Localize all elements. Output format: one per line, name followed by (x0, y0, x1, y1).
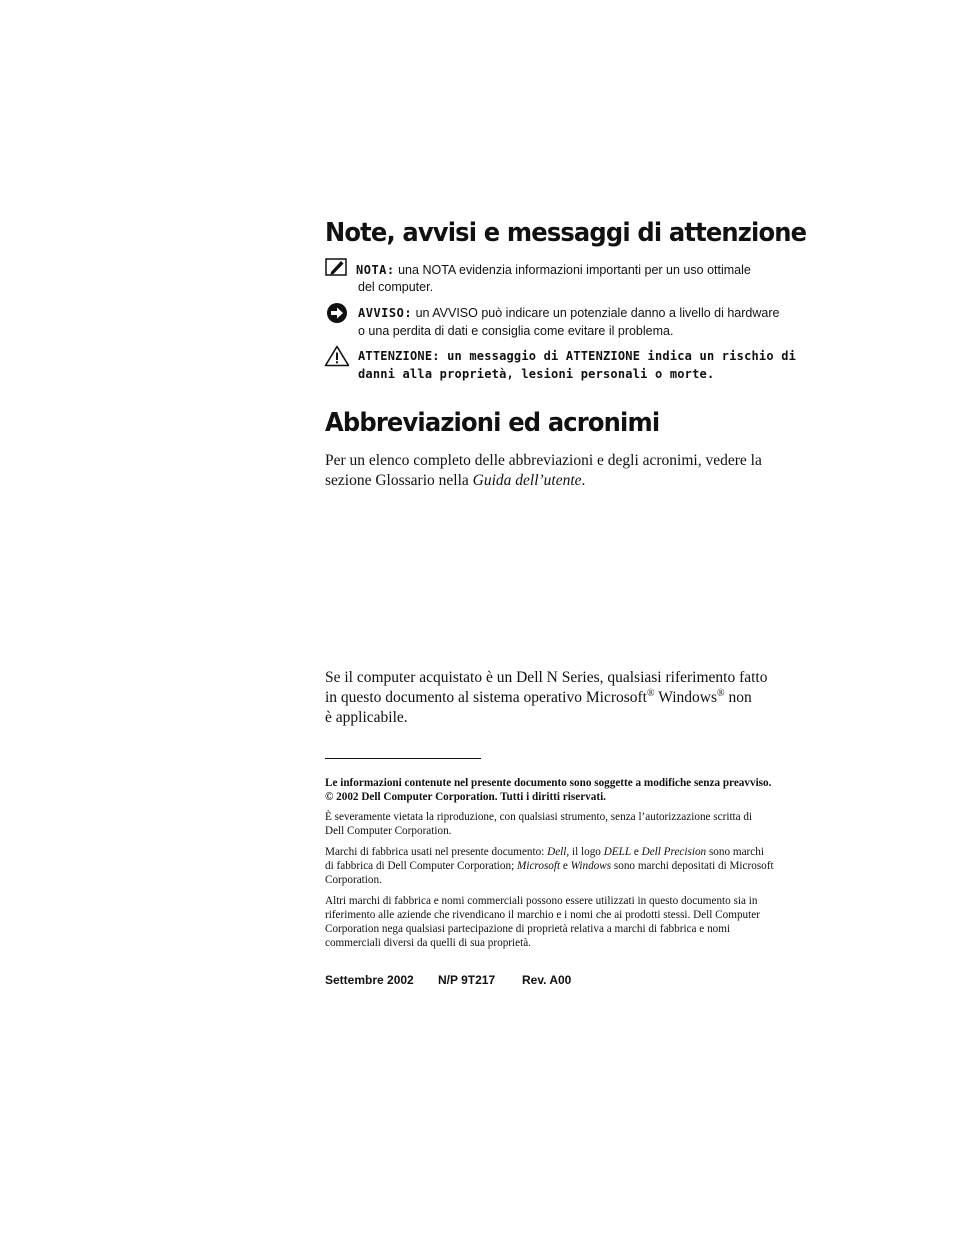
pencil-note-icon (325, 258, 347, 276)
legal-p2-text: sono marchi (706, 846, 764, 858)
legal-p2-line1 (325, 845, 817, 859)
section-title-abbreviations: Abbreviazioni ed acronimi (325, 408, 660, 438)
legal-p2-text: e (560, 860, 571, 872)
warning-text-line2: o una perdita di dati e consiglia come evitare il problema. (358, 324, 674, 338)
trademark-dell-logo: DELL (603, 846, 632, 858)
section-title-notes: Note, avvisi e messaggi di attenzione (325, 218, 807, 248)
trademark-microsoft: Microsoft (517, 860, 561, 872)
legal-p1-line2: Dell Computer Corporation. (325, 825, 452, 837)
legal-p2-text: e (631, 846, 642, 858)
trademark-windows: Windows (570, 860, 612, 872)
legal-notice (325, 776, 817, 804)
caution-text-line1: ATTENZIONE: un messaggio di ATTENZIONE indica un rischio di (358, 349, 797, 363)
abbreviations-line1: Per un elenco completo delle abbreviazioni e degli acronimi, vedere la (325, 452, 762, 469)
arrow-circle-icon (326, 302, 348, 324)
legal-p3-line3: Corporation nega qualsiasi partecipazione di proprietà relativa a marchi di fabbrica e nomi (325, 923, 731, 935)
nseries-line2-end: non (724, 689, 752, 706)
legal-copyright: © 2002 Dell Computer Corporation. Tutti i diritti riservati. (325, 791, 606, 803)
trademark-dell: Dell (547, 846, 567, 858)
trademark-dell-precision: Dell Precision (641, 846, 707, 858)
abbreviations-line2-text: sezione Glossario nella (325, 472, 473, 489)
legal-p3-line4: commerciali diversi da quelli di sua proprietà. (325, 937, 531, 949)
note-text-line1: una NOTA evidenzia informazioni importanti per un uso ottimale (398, 263, 751, 277)
note-text-line2: del computer. (358, 280, 434, 294)
registered-mark: ® (647, 687, 655, 699)
legal-p3-line2: riferimento alle aziende che rivendicano il marchio e i nomi che ai prodotti stessi. Dell Computer (325, 909, 760, 921)
nseries-windows: Windows (654, 689, 717, 706)
caution-text-line2: danni alla proprietà, lesioni personali o morte. (358, 367, 715, 381)
note-notice (356, 261, 826, 279)
legal-p2-text: di fabbrica di Dell Computer Corporation; (325, 860, 518, 872)
note-label: NOTA: (356, 263, 395, 277)
legal-reproduction (325, 810, 817, 838)
abbreviations-paragraph (325, 451, 795, 491)
abbreviations-line2 (325, 471, 795, 491)
nseries-line3: è applicabile. (325, 709, 408, 726)
user-guide-title: Guida dell’utente (472, 472, 582, 489)
legal-trademarks (325, 845, 817, 887)
nseries-line2-text: in questo documento al sistema operativo Microsoft (325, 689, 647, 706)
footer-revision: Rev. A00 (522, 973, 572, 987)
nseries-line1: Se il computer acquistato è un Dell N Series, qualsiasi riferimento fatto (325, 669, 768, 686)
warning-triangle-icon (324, 345, 350, 367)
legal-other-trademarks (325, 894, 817, 950)
registered-mark: ® (717, 687, 725, 699)
legal-p2-text: sono marchi depositati di Microsoft (611, 860, 774, 872)
legal-p2-text: Marchi di fabbrica usati nel presente documento: (325, 846, 548, 858)
nseries-line2 (325, 688, 795, 708)
legal-bold-line1: Le informazioni contenute nel presente documento sono soggette a modifiche senza preavviso. (325, 777, 772, 789)
nseries-paragraph (325, 668, 795, 728)
legal-p3-line1: Altri marchi di fabbrica e nomi commerciali possono essere utilizzati in questo documento sia in (325, 895, 758, 907)
footer-date: Settembre 2002 (325, 973, 414, 987)
legal-p2-text: , il logo (566, 846, 604, 858)
legal-p1-line1: È severamente vietata la riproduzione, con qualsiasi strumento, senza l’autorizzazione scritta di (325, 811, 753, 823)
legal-p2-line2 (325, 859, 817, 873)
warning-text-line1: un AVVISO può indicare un potenziale danno a livello di hardware (415, 306, 780, 320)
abbreviations-line2-end: . (581, 472, 586, 489)
legal-p2-line3: Corporation. (325, 874, 382, 886)
warning-label: AVVISO: (358, 306, 413, 320)
legal-divider (325, 758, 481, 759)
footer-part-number: N/P 9T217 (438, 973, 496, 987)
warning-notice (358, 304, 828, 322)
